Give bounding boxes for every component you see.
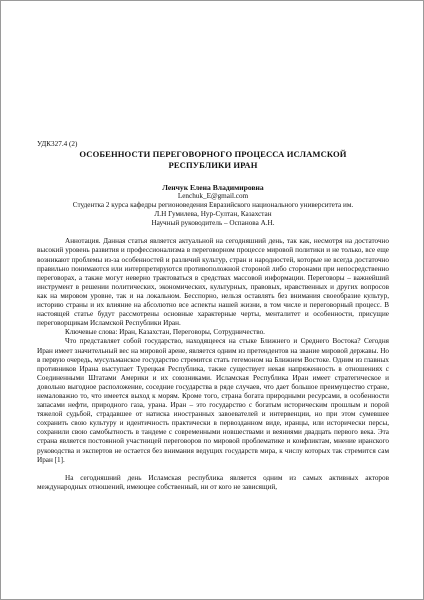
supervisor: Научный руководитель – Оспанова А.Н. [151,219,275,228]
article-title [37,149,389,170]
abstract-paragraph: Аннотация. Данная статья является актуальной на сегодняшний день, так как, несмотря на достаточно высокий уровень развития и профессионализма в переговорном процессе мировой политики и не только, все еще возникают проблемы из-за особенностей и различий культур, стран и народностей, которые не всегда достаточно правильно понимаются или интерпретируются противоположной стороной либо сторонами при непосредственно переговорах, а также могут неверно трактоваться в средствах массовой информации. Переговоры – важнейший инструмент в решении политических, экономических, культурных, правовых, нравственных и других вопросов как на мировом уровне, так и на локальном. Бесспорно, нельзя оставлять без внимания своеобразие культур, историю страны и их влияние на абсолютно все аспекты нашей жизни, в том числе и переговорный процесс. В настоящей статье будут рассмотрены основные характерные черты, менталитет и особенности, присущие переговорщикам Исламской Республики Иран. [37,237,389,328]
affiliation-line-1: Студентка 2 курса кафедры регионоведения Евразийского национального университета им. [72,201,354,210]
document-content [37,140,389,492]
title-line-1: ОСОБЕННОСТИ ПЕРЕГОВОРНОГО ПРОЦЕССА ИСЛАМСКОЙ [79,149,347,160]
udc-code: УДК327.4 (2) [37,140,78,148]
affiliation-line-2: Л.Н Гумилева, Нур-Султан, Казахстан [154,210,272,219]
keywords: Ключевые слова: Иран, Казахстан, Переговоры, Сотрудничество. [65,328,265,337]
body-paragraph-2: На сегодняшний день Исламская республика является одним из самых активных акторов международных отношений, имеющее собственный, ни от кого не зависящий, [37,473,389,491]
body-paragraph-1: Что представляет собой государство, находящееся на стыке Ближнего и Среднего Востока? Сегодня Иран имеет значительный вес на мировой арене, является одним из претендентов на звание мировой державы. Но в первую очередь, мусульманское государство стремится стать гегемоном на Ближнем Востоке. Одним из главных противников Ирана выступает Турецкая Республика, также существует некая напряженность в отношениях с Соединенными Штатами Америки и их союзниками. Исламская Республика Иран имеет стратегическое и довольно выгодное расположение, соседние государства в ряде случаев, что дает большое преимущество стране, немаловажно то, что имеется выход к морям. Кроме того, страна богата природными ресурсами, в особенности запасами нефти, природного газа, урана. Иран – это государство с богатым историческим прошлым и порой тяжелой судьбой, страдавшее от натиска иностранных завоевателей и интервенции, но при этом сумевшее сохранить свою культуру и идентичность практически в первозданном виде, иранцы, или исторически персы, сохранили свою самобытность в тандеме с современными новшествами и веяниями двадцать первого века. Эта страна является постоянной участницей переговоров по мировой проблематике и конфликтам, мнение иранского руководства и экспертов не остается без внимания ведущих государств мира, к числу которых так стремится сам Иран [1]. [37,337,389,464]
author-email: Lenchuk_E@gmail.com [177,192,249,200]
author-name: Ленчук Елена Владимировна [162,182,264,192]
title-line-2: РЕСПУБЛИКИ ИРАН [168,159,258,170]
